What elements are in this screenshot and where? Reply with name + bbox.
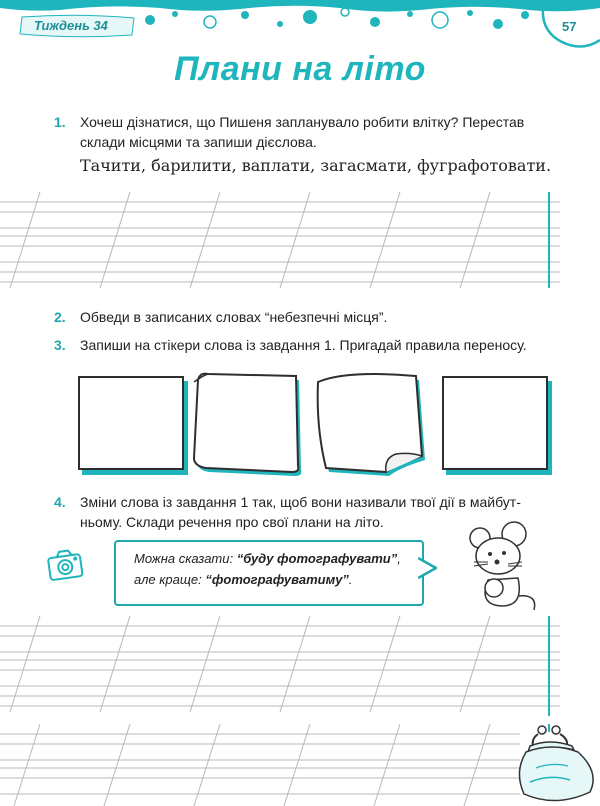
page-title: Плани на літо [174,50,426,88]
sticker-3[interactable] [306,368,436,480]
task-3-number: 3. [54,337,66,353]
task-3-text: Запиши на стікери слова із завдання 1. Пригадай правила переносу. [80,337,527,353]
task-1-number: 1. [54,114,66,130]
writing-lines-3[interactable] [0,724,600,806]
task-1-line-2: склади місцями та запиши дієслова. [80,134,317,150]
speech-line-2: але краще: “фотографуватиму”. [134,572,353,587]
speech-bubble-tail [418,556,440,580]
purse-illustration [516,722,600,806]
speech-bubble-text [134,548,401,590]
task-1-line-1: Хочеш дізнатися, що Пишеня запланувало робити влітку? Перестав [80,114,525,130]
writing-lines-1[interactable] [0,192,600,292]
task-4-number: 4. [54,494,66,510]
task-1-text [80,112,524,152]
sticker-1[interactable] [78,376,184,470]
sticker-2[interactable] [188,368,306,480]
mouse-illustration [458,520,550,612]
speech-line-1: Можна сказати: “буду фотографувати”, [134,551,401,566]
scrambled-words: Тачити, барилити, ваплати, загасмати, фуграфотовати. [80,156,552,175]
week-label: Тиждень 34 [34,18,108,33]
task-2-text: Обведи в записаних словах “небезпечні місця”. [80,309,388,325]
task-4-line-2: ньому. Склади речення про свої плани на літо. [80,514,384,530]
sticker-4[interactable] [442,376,548,470]
writing-lines-2[interactable] [0,616,600,716]
task-4-line-1: Зміни слова із завдання 1 так, щоб вони називали твої дії в майбут- [80,494,521,510]
task-4-text [80,492,521,532]
task-2-number: 2. [54,309,66,325]
camera-icon [46,548,86,582]
page-number: 57 [562,19,577,34]
